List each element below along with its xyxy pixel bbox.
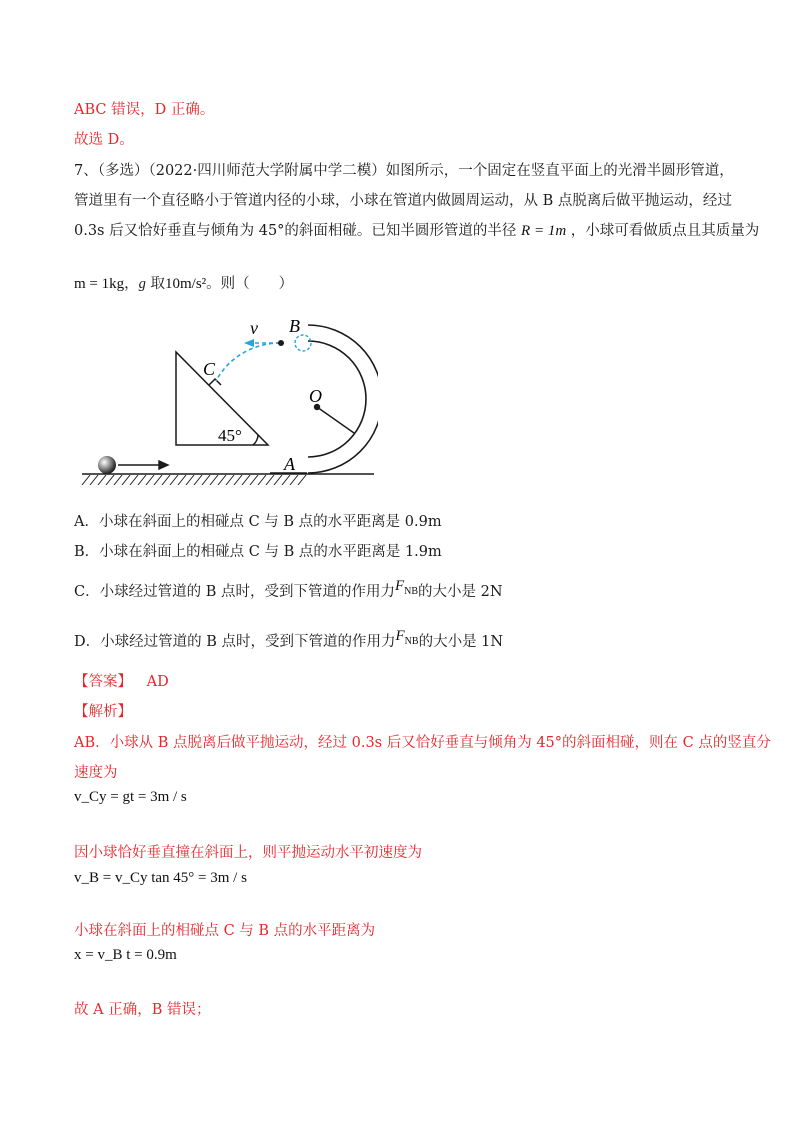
header-line-1: ABC 错误，D 正确。 xyxy=(74,102,215,118)
mass-math: m = 1kg xyxy=(74,276,125,292)
option-b: B．小球在斜面上的相碰点 C 与 B 点的水平距离是 1.9m xyxy=(74,544,442,560)
gravity-math: 10m/s² xyxy=(165,276,207,292)
velocity-arrowhead xyxy=(244,339,254,347)
g-symbol: g xyxy=(138,276,146,292)
ground-ball xyxy=(98,456,116,474)
physics-figure xyxy=(78,318,378,497)
question-line-1: 7、（多选）（2022·四川师范大学附属中学二模）如图所示，一个固定在竖直平面上的光滑半圆形管道， xyxy=(74,163,734,179)
option-c-text-b: 的大小是 2N xyxy=(418,584,503,600)
label-v: v xyxy=(250,318,258,338)
figure-svg xyxy=(78,318,378,493)
radius-line xyxy=(315,405,355,434)
question-line-4 xyxy=(74,272,293,293)
label-c: C xyxy=(203,359,216,379)
label-b: B xyxy=(289,318,300,336)
question-line-4-end: 。则（ ） xyxy=(206,276,294,292)
question-line-3-text-b: ，小球可看做质点且其质量为 xyxy=(570,223,760,239)
question-line-4-mid: 取 xyxy=(145,276,165,292)
equation-3: x = v_B t = 0.9m xyxy=(74,947,177,963)
force-sub-d: NB xyxy=(404,636,419,647)
analysis-p2: 因小球恰好垂直撞在斜面上，则平抛运动水平初速度为 xyxy=(74,845,422,861)
analysis-p3: 小球在斜面上的相碰点 C 与 B 点的水平距离为 xyxy=(74,923,376,939)
label-o: O xyxy=(309,386,322,406)
analysis-p1b: 速度为 xyxy=(74,765,118,781)
option-d-text-b: 的大小是 1N xyxy=(418,634,504,650)
force-symbol-c: F xyxy=(394,578,405,594)
question-line-2: 管道里有一个直径略小于管道内径的小球，小球在管道内做圆周运动，从 B 点脱离后做平抛运动，经过 xyxy=(74,193,732,209)
answer-label: 【答案】 xyxy=(74,674,132,690)
force-math-d xyxy=(395,628,419,647)
label-a: A xyxy=(284,454,295,474)
ground xyxy=(82,474,374,485)
trajectory xyxy=(216,343,280,381)
force-symbol-d: F xyxy=(395,628,405,644)
ball-at-b xyxy=(295,335,311,351)
header-line-2: 故选 D。 xyxy=(74,132,134,148)
launch-point xyxy=(278,340,284,346)
question-line-3-text-a: 0.3s 后又恰好垂直与倾角为 45°的斜面相碰。已知半圆形管道的半径 xyxy=(74,223,517,239)
radius-math: R = 1m xyxy=(521,223,567,239)
analysis-p4: 故 A 正确，B 错误； xyxy=(74,1002,211,1018)
analysis-label: 【解析】 xyxy=(74,704,132,720)
option-d xyxy=(74,630,503,653)
option-a: A．小球在斜面上的相碰点 C 与 B 点的水平距离是 0.9m xyxy=(74,514,442,530)
question-line-3 xyxy=(74,219,759,240)
equation-2: v_B = v_Cy tan 45° = 3m / s xyxy=(74,870,247,886)
question-line-4-sep: ， xyxy=(124,276,139,292)
answer-line xyxy=(74,670,169,691)
analysis-p1: AB．小球从 B 点脱离后做平抛运动，经过 0.3s 后又恰好垂直与倾角为 45°的斜面相碰，则在 C 点的竖直分 xyxy=(74,735,771,751)
option-c xyxy=(74,580,503,603)
ground-velocity-arrow xyxy=(118,461,168,469)
label-angle: 45° xyxy=(218,426,242,445)
force-math-c xyxy=(394,578,419,597)
semicircle-pipe xyxy=(270,325,378,473)
equation-1: v_Cy = gt = 3m / s xyxy=(74,789,187,805)
option-c-text-a: C．小球经过管道的 B 点时，受到下管道的作用力 xyxy=(74,584,395,600)
option-d-text-a: D．小球经过管道的 B 点时，受到下管道的作用力 xyxy=(74,634,396,650)
force-sub-c: NB xyxy=(404,586,419,597)
answer-value: AD xyxy=(146,674,169,690)
